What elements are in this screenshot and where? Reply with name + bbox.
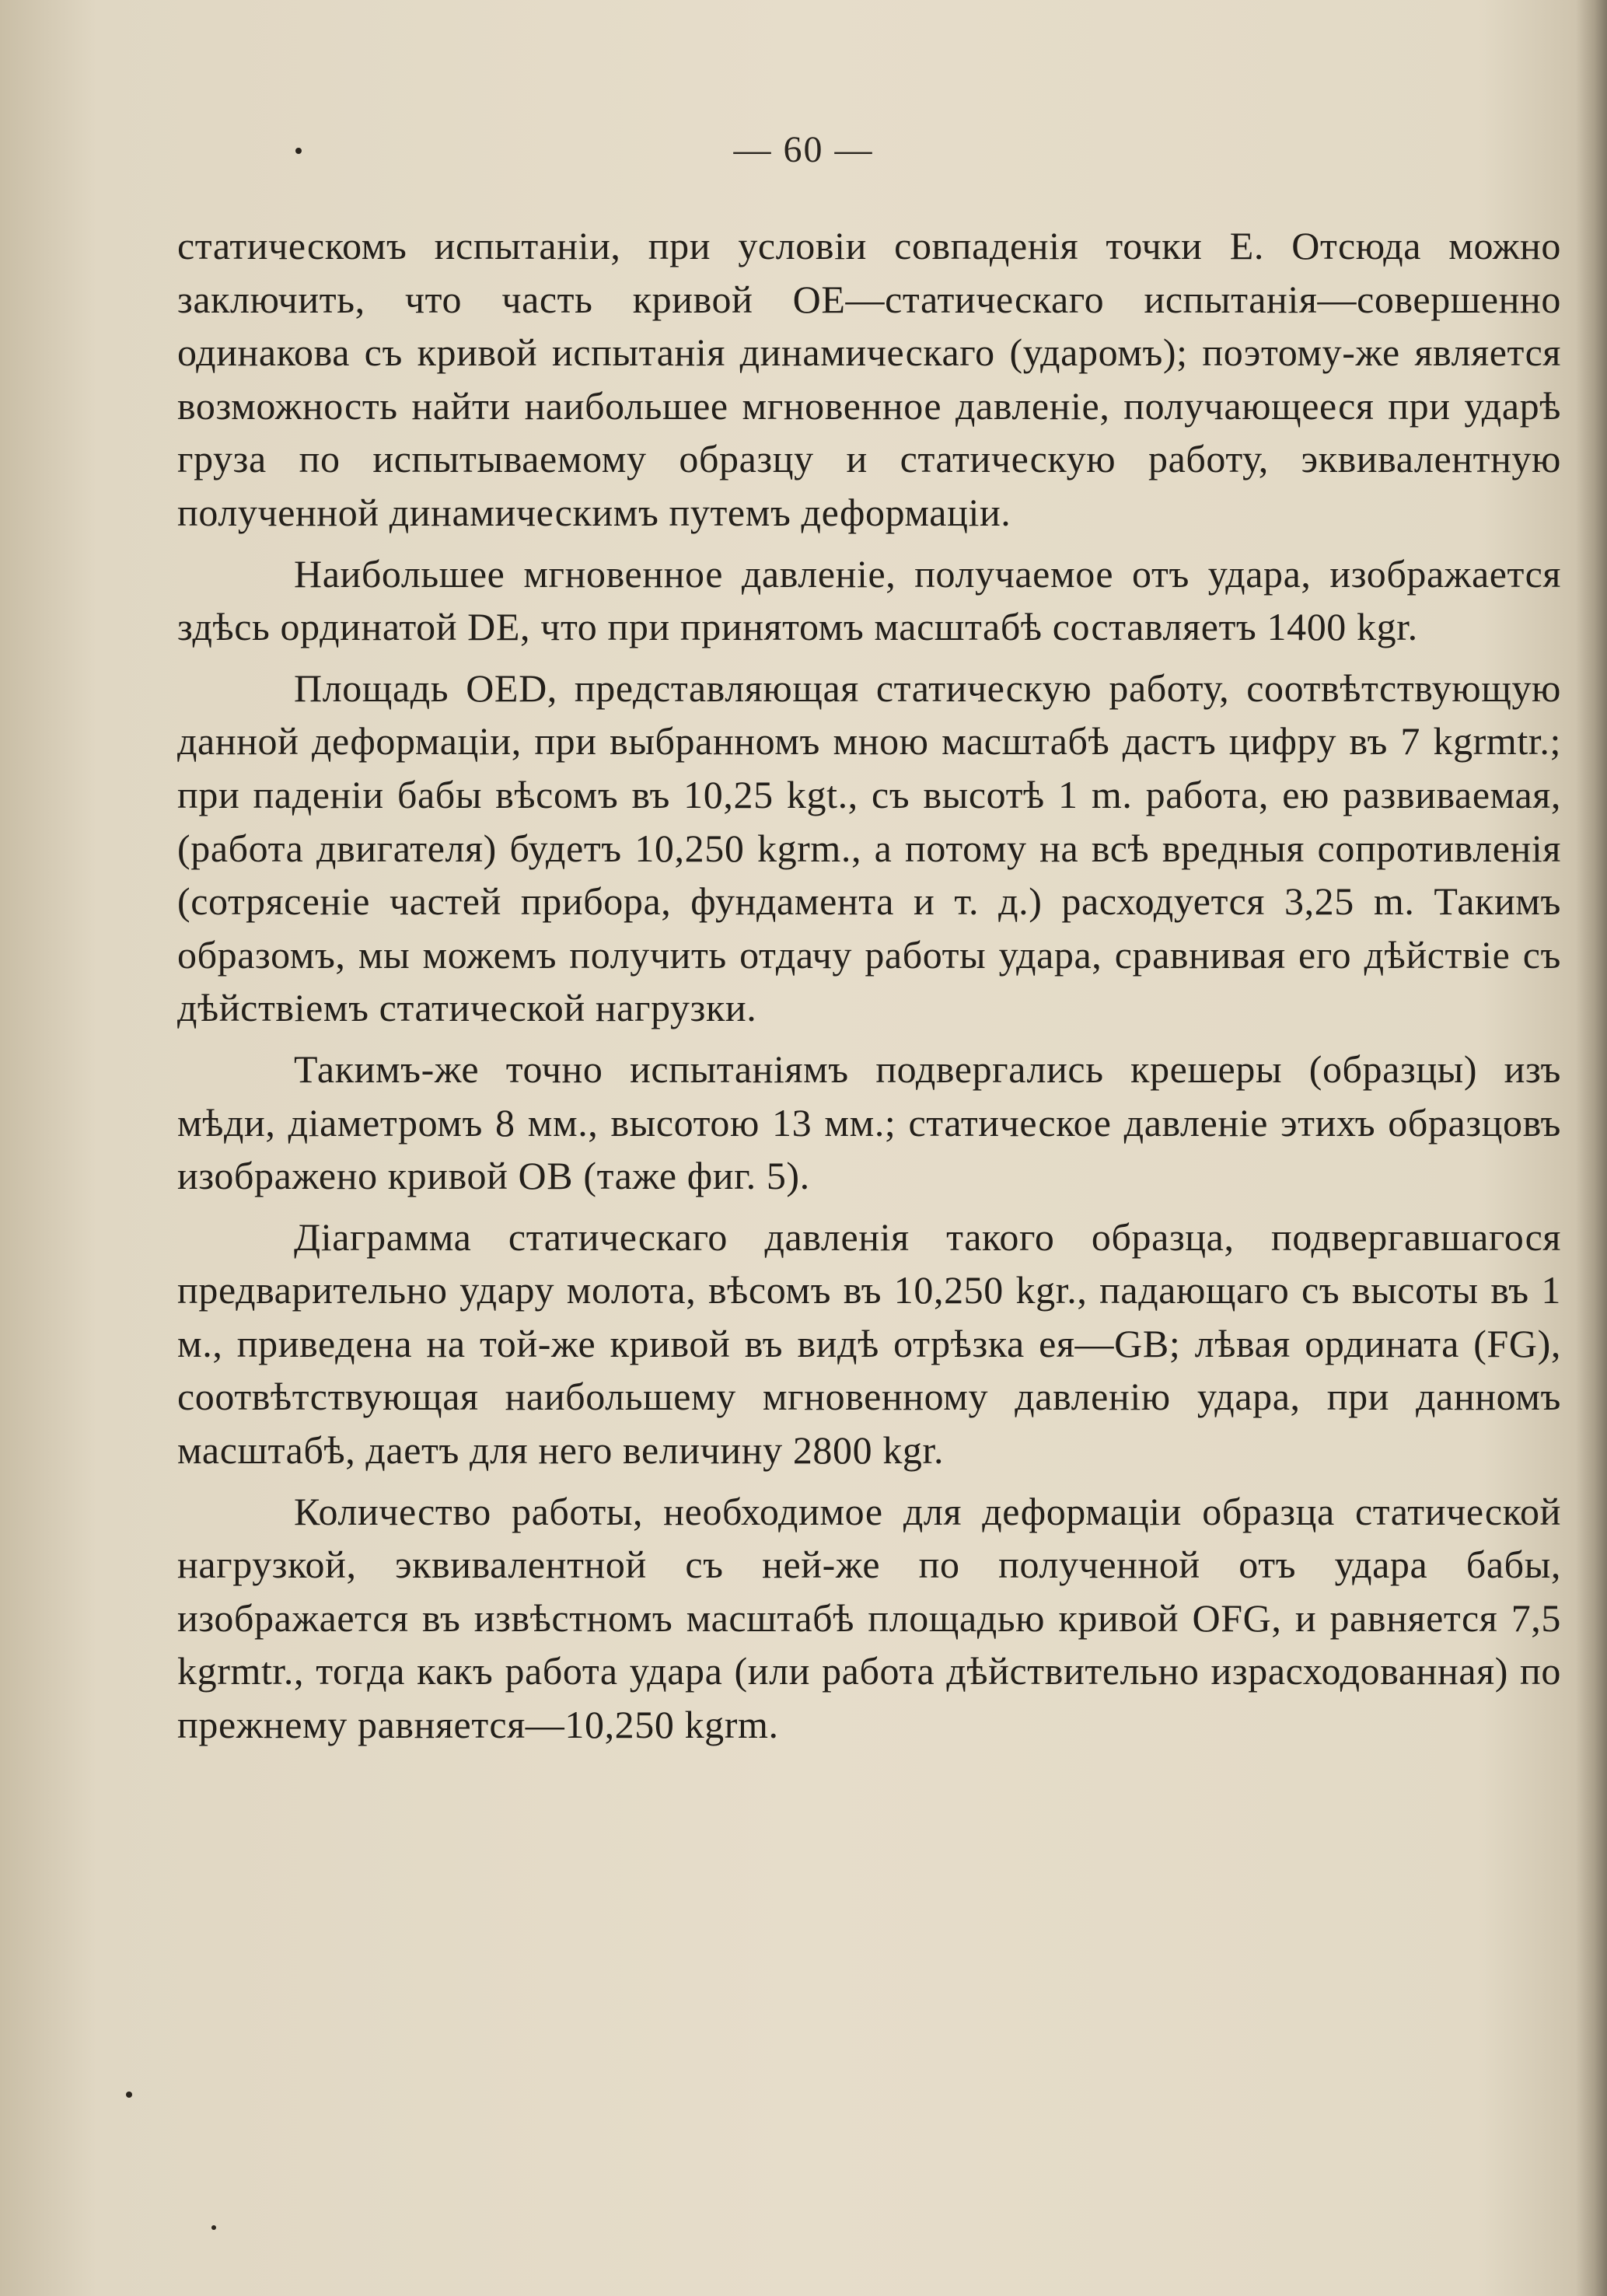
paragraph-2: Наибольшее мгновенное давленіе, получаемое отъ удара, изображается здѣсь ординатой DE, что при принятомъ масштабѣ составляетъ 1400 kgr. [177,551,1561,649]
ink-speck [211,2225,216,2230]
page-edge-shadow [1576,0,1607,2296]
paragraph-1: статическомъ испытаніи, при условіи совпаденія точки E. Отсюда можно заключить, что часть кривой ОЕ—статическаго испытанія—совершенно одинакова съ кривой испытанія динамическаго (ударомъ); поэтому-же является возможность найти наибольшее мгновенное давленіе, получающееся при ударѣ груза по испытываемому образцу и статическую работу, эквивалентную полученной динамическимъ путемъ деформаціи. [177,224,1561,534]
paragraph-6: Количество работы, необходимое для деформаціи образца статической нагрузкой, эквивалентной съ ней-же по полученной отъ удара бабы, изображается въ извѣстномъ масштабѣ площадью кривой OFG, и равняется 7,5 kgrmtr., тогда какъ работа удара (или работа дѣйствительно израсходованная) по прежнему равняется—10,250 kgrm. [177,1489,1561,1747]
ink-speck [295,148,302,154]
paragraph-5: Діаграмма статическаго давленія такого образца, подвергавшагося предварительно удару молота, вѣсомъ въ 10,250 kgr., падающаго съ высоты въ 1 м., приведена на той-же кривой въ видѣ отрѣзка ея—GB; лѣвая ордината (FG), соотвѣтствующая наибольшему мгновенному давленію удара, при данномъ масштабѣ, даетъ для него величину 2800 kgr. [177,1214,1561,1473]
body-text [177,219,1561,1752]
paragraph-4: Такимъ-же точно испытаніямъ подвергались крешеры (образцы) изъ мѣди, діаметромъ 8 мм., высотою 13 мм.; статическое давленіе этихъ образцовъ изображено кривой ОВ (таже фиг. 5). [177,1047,1561,1198]
ink-speck [126,2092,132,2098]
page-number: — 60 — [733,129,874,170]
paragraph-3: Площадь OED, представляющая статическую работу, соотвѣтствующую данной деформаціи, при выбранномъ мною масштабѣ дастъ цифру въ 7 kgrmtr.; при паденіи бабы вѣсомъ въ 10,25 kgt., съ высотѣ 1 m. работа, ею развиваемая, (работа двигателя) будетъ 10,250 kgrm., а потому на всѣ вредныя сопротивленія (сотрясеніе частей прибора, фундамента и т. д.) расходуется 3,25 m. Такимъ образомъ, мы можемъ получить отдачу работы удара, сравнивая его дѣйствіе съ дѣйствіемъ статической нагрузки. [177,666,1561,1030]
